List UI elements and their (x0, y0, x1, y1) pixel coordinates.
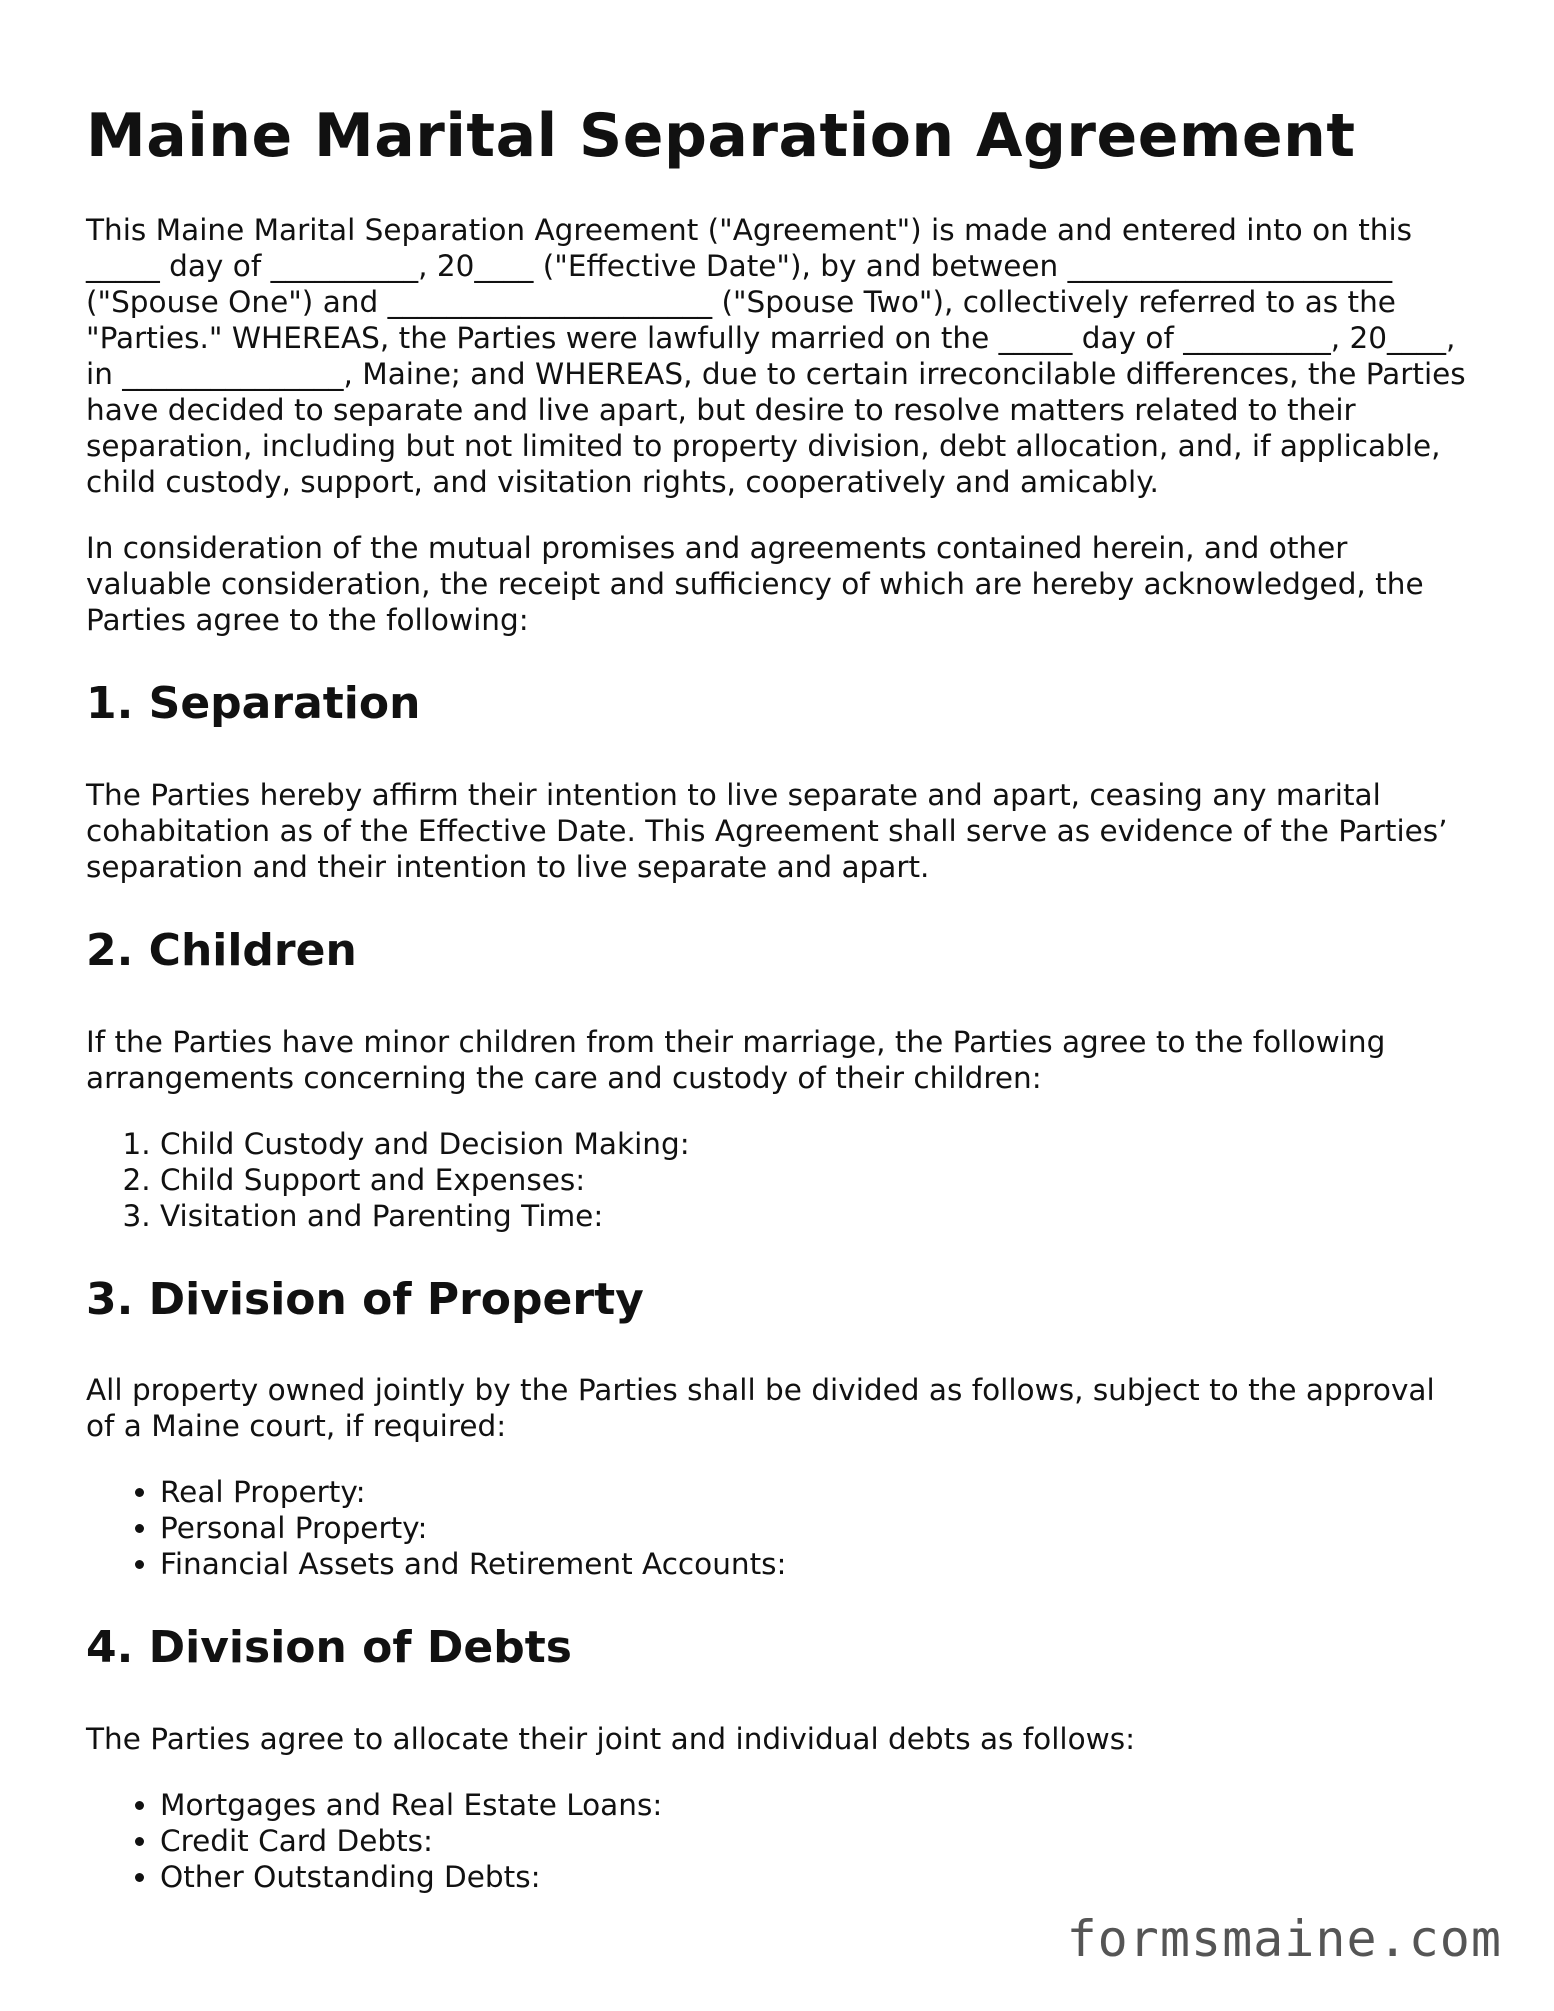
section-text-children: If the Parties have minor children from their marriage, the Parties agree to the following arrangements concerning the care and custody of their children: (86, 1024, 1386, 1095)
list-item: 1. Child Custody and Decision Making: (160, 1126, 1466, 1162)
list-item: • Personal Property: (160, 1510, 1466, 1546)
list-item: 2. Child Support and Expenses: (160, 1162, 1466, 1198)
list-item: • Other Outstanding Debts: (160, 1859, 1466, 1895)
section-text-property: All property owned jointly by the Parties shall be divided as follows, subject to the approval of a Maine court, if required: (86, 1373, 1435, 1444)
section-text-separation: The Parties hereby affirm their intention to live separate and apart, ceasing any marital cohabitation as of the Effective Date. This Agreement shall serve as evidence of the Parties’ separation and their intention to live separate and apart. (86, 777, 1448, 884)
section-text-debts: The Parties agree to allocate their joint and individual debts as follows: (86, 1722, 1136, 1757)
list-item: 3. Visitation and Parenting Time: (160, 1198, 1466, 1234)
debts-list (86, 1787, 1466, 1895)
watermark: formsmaine.com (1066, 1910, 1502, 1968)
section-heading-debts: 4. Division of Debts (86, 1622, 572, 1674)
section-heading-property: 3. Division of Property (86, 1273, 644, 1325)
list-item: • Mortgages and Real Estate Loans: (160, 1787, 1466, 1823)
children-list (86, 1126, 1466, 1234)
section-heading-separation: 1. Separation (86, 678, 421, 729)
list-item: • Financial Assets and Retirement Accounts: (160, 1546, 1466, 1582)
document-title: Maine Marital Separation Agreement (86, 101, 1356, 171)
intro-paragraph: This Maine Marital Separation Agreement ("Agreement") is made and entered into on this _____ day of __________, 20____ ("Effective Date"), by and between ______________________ ("Spouse One") and ______________________ ("Spouse Two"), collectively referred to as the "Parties." WHEREAS, the Parties were lawfully married on the _____ day of __________, 20____, in _______________, Maine; and WHEREAS, due to certain irreconcilable differences, the Parties have decided to separate and live apart, but desire to resolve matters related to their separation, including but not limited to property division, debt allocation, and, if applicable, child custody, support, and visitation rights, cooperatively and amicably. (86, 213, 1466, 499)
consideration-paragraph: In consideration of the mutual promises and agreements contained herein, and other valuable consideration, the receipt and sufficiency of which are hereby acknowledged, the Parties agree to the following: (86, 531, 1424, 637)
property-list (86, 1474, 1466, 1582)
list-item: • Credit Card Debts: (160, 1823, 1466, 1859)
document-page (86, 100, 1466, 1935)
section-heading-children: 2. Children (86, 924, 357, 976)
list-item: • Real Property: (160, 1474, 1466, 1510)
